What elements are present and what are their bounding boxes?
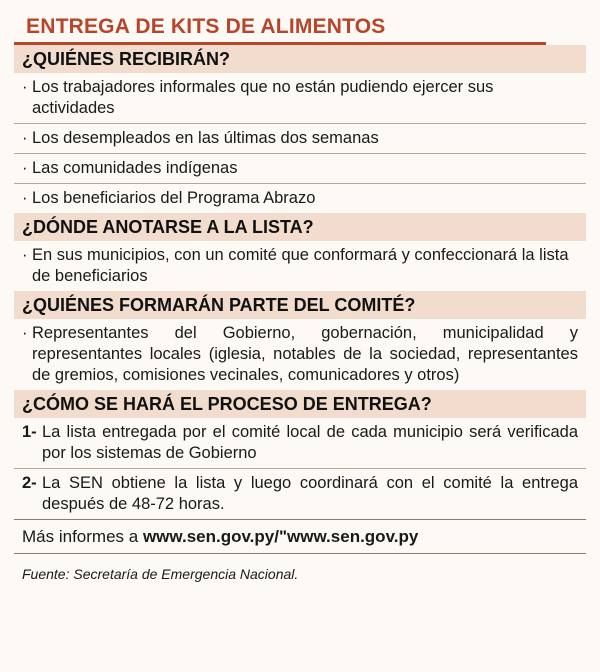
list-item-text: Los beneficiarios del Programa Abrazo [32, 189, 316, 207]
list-item [14, 241, 586, 291]
list-item-text: Representantes del Gobierno, gobernación, municipalidad y representantes locales (iglesia, notables de la sociedad, representantes de gremios, comisiones vecinales, comunicadores y otros) [32, 324, 578, 384]
list-item [14, 154, 586, 184]
bullet-icon: · [22, 159, 28, 177]
bullet-icon: · [22, 189, 28, 207]
list-item [14, 184, 586, 213]
list-item [14, 124, 586, 154]
step-text: La SEN obtiene la lista y luego coordinará con el comité la entrega después de 48-72 horas. [42, 474, 578, 513]
more-info-label: Más informes a [22, 527, 139, 546]
bullet-icon: · [22, 324, 28, 342]
more-info [14, 519, 586, 554]
list-item-text: Las comunidades indígenas [32, 159, 238, 177]
section-header-registration: ¿DÓNDE ANOTARSE A LA LISTA? [14, 213, 586, 241]
section-header-process: ¿CÓMO SE HARÁ EL PROCESO DE ENTREGA? [14, 390, 586, 418]
bullet-icon: · [22, 78, 28, 96]
page-title: ENTREGA DE KITS DE ALIMENTOS [26, 15, 386, 38]
step-number: 2- [22, 474, 37, 492]
step-item [14, 469, 586, 519]
more-info-link[interactable]: www.sen.gov.py/"www.sen.gov.py [142, 527, 419, 546]
list-item-text: Los desempleados en las últimas dos semanas [32, 129, 379, 147]
list-item [14, 73, 586, 124]
list-item [14, 319, 586, 390]
bullet-icon: · [22, 246, 28, 264]
bullet-icon: · [22, 129, 28, 147]
step-item [14, 418, 586, 469]
list-item-text: En sus municipios, con un comité que conformará y confeccionará la lista de beneficiarios [32, 246, 569, 285]
section-header-recipients: ¿QUIÉNES RECIBIRÁN? [14, 45, 586, 73]
step-text: La lista entregada por el comité local de cada municipio será verificada por los sistemas de Gobierno [42, 423, 578, 462]
step-number: 1- [22, 423, 37, 441]
section-header-committee: ¿QUIÉNES FORMARÁN PARTE DEL COMITÉ? [14, 291, 586, 319]
source-note: Fuente: Secretaría de Emergencia Nacional. [22, 566, 299, 582]
list-item-text: Los trabajadores informales que no están pudiendo ejercer sus actividades [32, 78, 494, 117]
